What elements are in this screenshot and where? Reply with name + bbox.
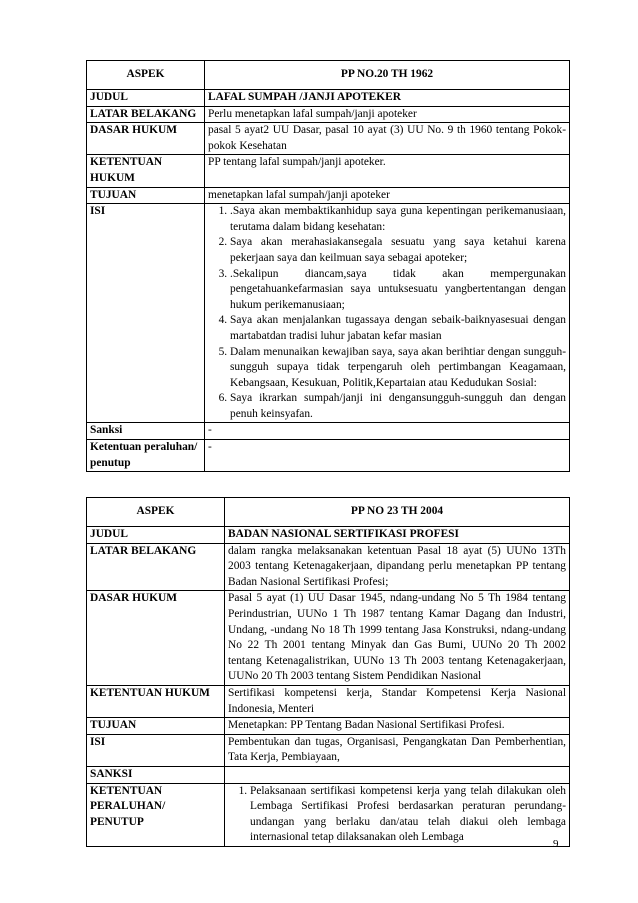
row-value: Menetapkan: PP Tentang Badan Nasional Sertifikasi Profesi. [225,718,570,735]
row-key: TUJUAN [87,187,205,204]
row-value [205,204,570,423]
row-key: SANKSI [87,766,225,783]
list-item: 1. .Saya akan membaktikanhidup saya guna kepentingan perikemanusiaan, terutama dalam bidang kesehatan: [230,204,566,235]
row-value: LAFAL SUMPAH /JANJI APOTEKER [205,90,570,107]
table-row [87,527,570,544]
row-key: KETENTUAN PERALUHAN/ PENUTUP [87,783,225,846]
table-pp-23-2004 [86,497,570,847]
row-value: dalam rangka melaksanakan ketentuan Pasal 18 ayat (5) UUNo 13Th 2003 tentang Ketenagakerjaan, dipandang perlu menetapkan PP tentang Badan Nasional Sertifikasi Profesi; [225,543,570,591]
table-row [87,685,570,717]
table-header-row [87,498,570,527]
row-value: Pembentukan dan tugas, Organisasi, Pengangkatan Dan Pemberhentian, Tata Kerja, Pembiayaan, [225,734,570,766]
row-value [225,766,570,783]
table-row [87,155,570,187]
list-item: 5. Dalam menunaikan kewajiban saya, saya akan berihtiar dengan sungguh-sungguh supaya tidak terpengaruh oleh pertimbangan Keagamaan, Kebangsaan, Kesukuan, Politik,Kepartaian atau Kedudukan Sosial: [230,345,566,392]
table-row [87,106,570,123]
table-row [87,440,570,472]
table-row [87,187,570,204]
row-value: menetapkan lafal sumpah/janji apoteker [205,187,570,204]
table-row [87,734,570,766]
row-value: pasal 5 ayat2 UU Dasar, pasal 10 ayat (3) UU No. 9 th 1960 tentang Pokok-pokok Kesehatan [205,123,570,155]
table-row [87,591,570,686]
table-header-row [87,61,570,90]
list-item: 4. Saya akan menjalankan tugassaya dengan sebaik-baiknyasesuai dengan martabatdan tradisi luhur jabatan kefar masian [230,313,566,344]
header-aspek: ASPEK [87,61,205,90]
header-regulation: PP NO 23 TH 2004 [225,498,570,527]
row-value: PP tentang lafal sumpah/janji apoteker. [205,155,570,187]
table-row [87,123,570,155]
table-row [87,90,570,107]
row-key: KETENTUAN HUKUM [87,155,205,187]
table-row [87,423,570,440]
row-key: LATAR BELAKANG [87,106,205,123]
row-key: TUJUAN [87,718,225,735]
penutup-list [228,784,566,846]
row-key: LATAR BELAKANG [87,543,225,591]
row-value: BADAN NASIONAL SERTIFIKASI PROFESI [225,527,570,544]
row-key: JUDUL [87,90,205,107]
list-item: 1. Pelaksanaan sertifikasi kompetensi kerja yang telah dilakukan oleh Lembaga Sertifikasi Profesi berdasarkan peraturan perundang-undangan yang berlaku dan/atau telah diakui oleh lembaga internasional tetap dilaksanakan oleh Lembaga [250,784,566,846]
page-number: 9 [553,838,559,850]
table-row [87,543,570,591]
row-key: JUDUL [87,527,225,544]
list-item: 2. Saya akan merahasiakansegala sesuatu yang saya ketahui karena pekerjaan saya dan keilmuan saya sebagai apoteker; [230,235,566,266]
table-row [87,766,570,783]
row-key: ISI [87,734,225,766]
row-key: DASAR HUKUM [87,123,205,155]
row-key: KETENTUAN HUKUM [87,685,225,717]
table-row [87,204,570,423]
row-value: - [205,423,570,440]
row-key: Sanksi [87,423,205,440]
isi-list [208,204,566,422]
table-row [87,783,570,846]
row-key: ISI [87,204,205,423]
row-value [225,783,570,846]
list-item: 6. Saya ikrarkan sumpah/janji ini dengansungguh-sungguh dan dengan penuh keinsyafan. [230,391,566,422]
row-value: Perlu menetapkan lafal sumpah/janji apoteker [205,106,570,123]
list-item: 3. .Sekalipun diancam,saya tidak akan mempergunakan pengetahuankefarmasian saya untuksesuatu yangbertentangan dengan hukum perikemanusiaan; [230,267,566,314]
table-row [87,718,570,735]
row-value: Sertifikasi kompetensi kerja, Standar Kompetensi Kerja Nasional Indonesia, Menteri [225,685,570,717]
header-regulation: PP NO.20 TH 1962 [205,61,570,90]
table-pp-20-1962 [86,60,570,472]
row-value: Pasal 5 ayat (1) UU Dasar 1945, ndang-undang No 5 Th 1984 tentang Perindustrian, UUNo 1 Th 1987 tentang Kamar Dagang dan Industri, Undang, -undang No 18 Th 1999 tentang Jasa Konstruksi, ndang-undang No 22 Th 2001 tentang Minyak dan Gas Bumi, UUNo 20 Th 2002 tentang Ketenagalistrikan, UUNo 13 Th 2003 tentang Ketenagakerjaan, UUNo 20 Th 2003 tentang Sistem Pendidikan Nasional [225,591,570,686]
row-value: - [205,440,570,472]
row-key: Ketentuan peraluhan/ penutup [87,440,205,472]
row-key: DASAR HUKUM [87,591,225,686]
header-aspek: ASPEK [87,498,225,527]
